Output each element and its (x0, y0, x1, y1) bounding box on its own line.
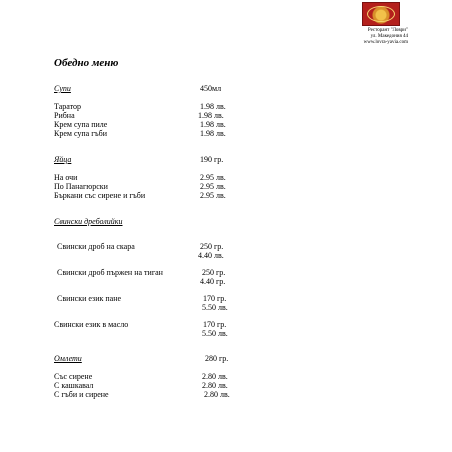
section-unit-soups: 450мл (200, 84, 222, 93)
menu-item: С кашкавал (54, 381, 94, 390)
header-line-2: ул. Македония 44 (370, 34, 408, 39)
menu-item: Свински дроб на скара (57, 242, 135, 251)
menu-item-price: 2.80 лв. (202, 381, 228, 390)
page-title: Обедно меню (54, 57, 119, 69)
menu-item-price: 4.40 гр. (200, 277, 226, 286)
menu-item-price: 5.50 лв. (202, 329, 228, 338)
menu-item-price: 4.40 лв. (198, 251, 224, 260)
section-title-soups: Супи (54, 84, 71, 93)
menu-item-price: 1.98 лв. (200, 120, 226, 129)
section-title-omelettes: Омлети (54, 354, 82, 363)
section-unit-omelettes: 280 гр. (205, 354, 229, 363)
menu-item: На очи (54, 173, 78, 182)
restaurant-logo-icon (362, 2, 400, 26)
menu-item-price: 1.98 лв. (200, 129, 226, 138)
menu-item-price: 2.80 лв. (204, 390, 230, 399)
menu-item: Бъркани със сирене и гъби (54, 191, 146, 200)
menu-item-weight: 170 гр. (203, 320, 227, 329)
menu-item: Крем супа пиле (54, 120, 108, 129)
menu-item: Свински език в масло (54, 320, 129, 329)
menu-item-price: 2.95 лв. (200, 182, 226, 191)
menu-item-price: 2.95 лв. (200, 173, 226, 182)
menu-item-price: 1.98 лв. (198, 111, 224, 120)
header-line-1: Ресторант "Ловри" (367, 28, 408, 33)
menu-item: Със сирене (54, 372, 93, 381)
menu-item: Крем супа гъби (54, 129, 107, 138)
header-line-3: www.lovra-yavia.com (363, 40, 408, 45)
menu-item-price: 1.98 лв. (200, 102, 226, 111)
menu-item: С гъби и сирене (54, 390, 109, 399)
menu-item-price: 2.95 лв. (200, 191, 226, 200)
menu-item-price: 5.50 лв. (202, 303, 228, 312)
section-unit-eggs: 190 гр. (200, 155, 224, 164)
section-title-eggs: Яйца (54, 155, 72, 164)
menu-item-weight: 250 гр. (200, 242, 224, 251)
menu-item-weight: 250 гр. (202, 268, 226, 277)
menu-item: Свински език пане (57, 294, 122, 303)
menu-item-price: 2.80 лв. (202, 372, 228, 381)
menu-item: Таратор (54, 102, 81, 111)
menu-item: Рибна (54, 111, 75, 120)
section-title-pork: Свински дреболийки (54, 217, 123, 226)
menu-item-weight: 170 гр. (203, 294, 227, 303)
menu-item: По Панагюрски (54, 182, 108, 191)
menu-item: Свински дроб пържен на тиган (57, 268, 163, 277)
